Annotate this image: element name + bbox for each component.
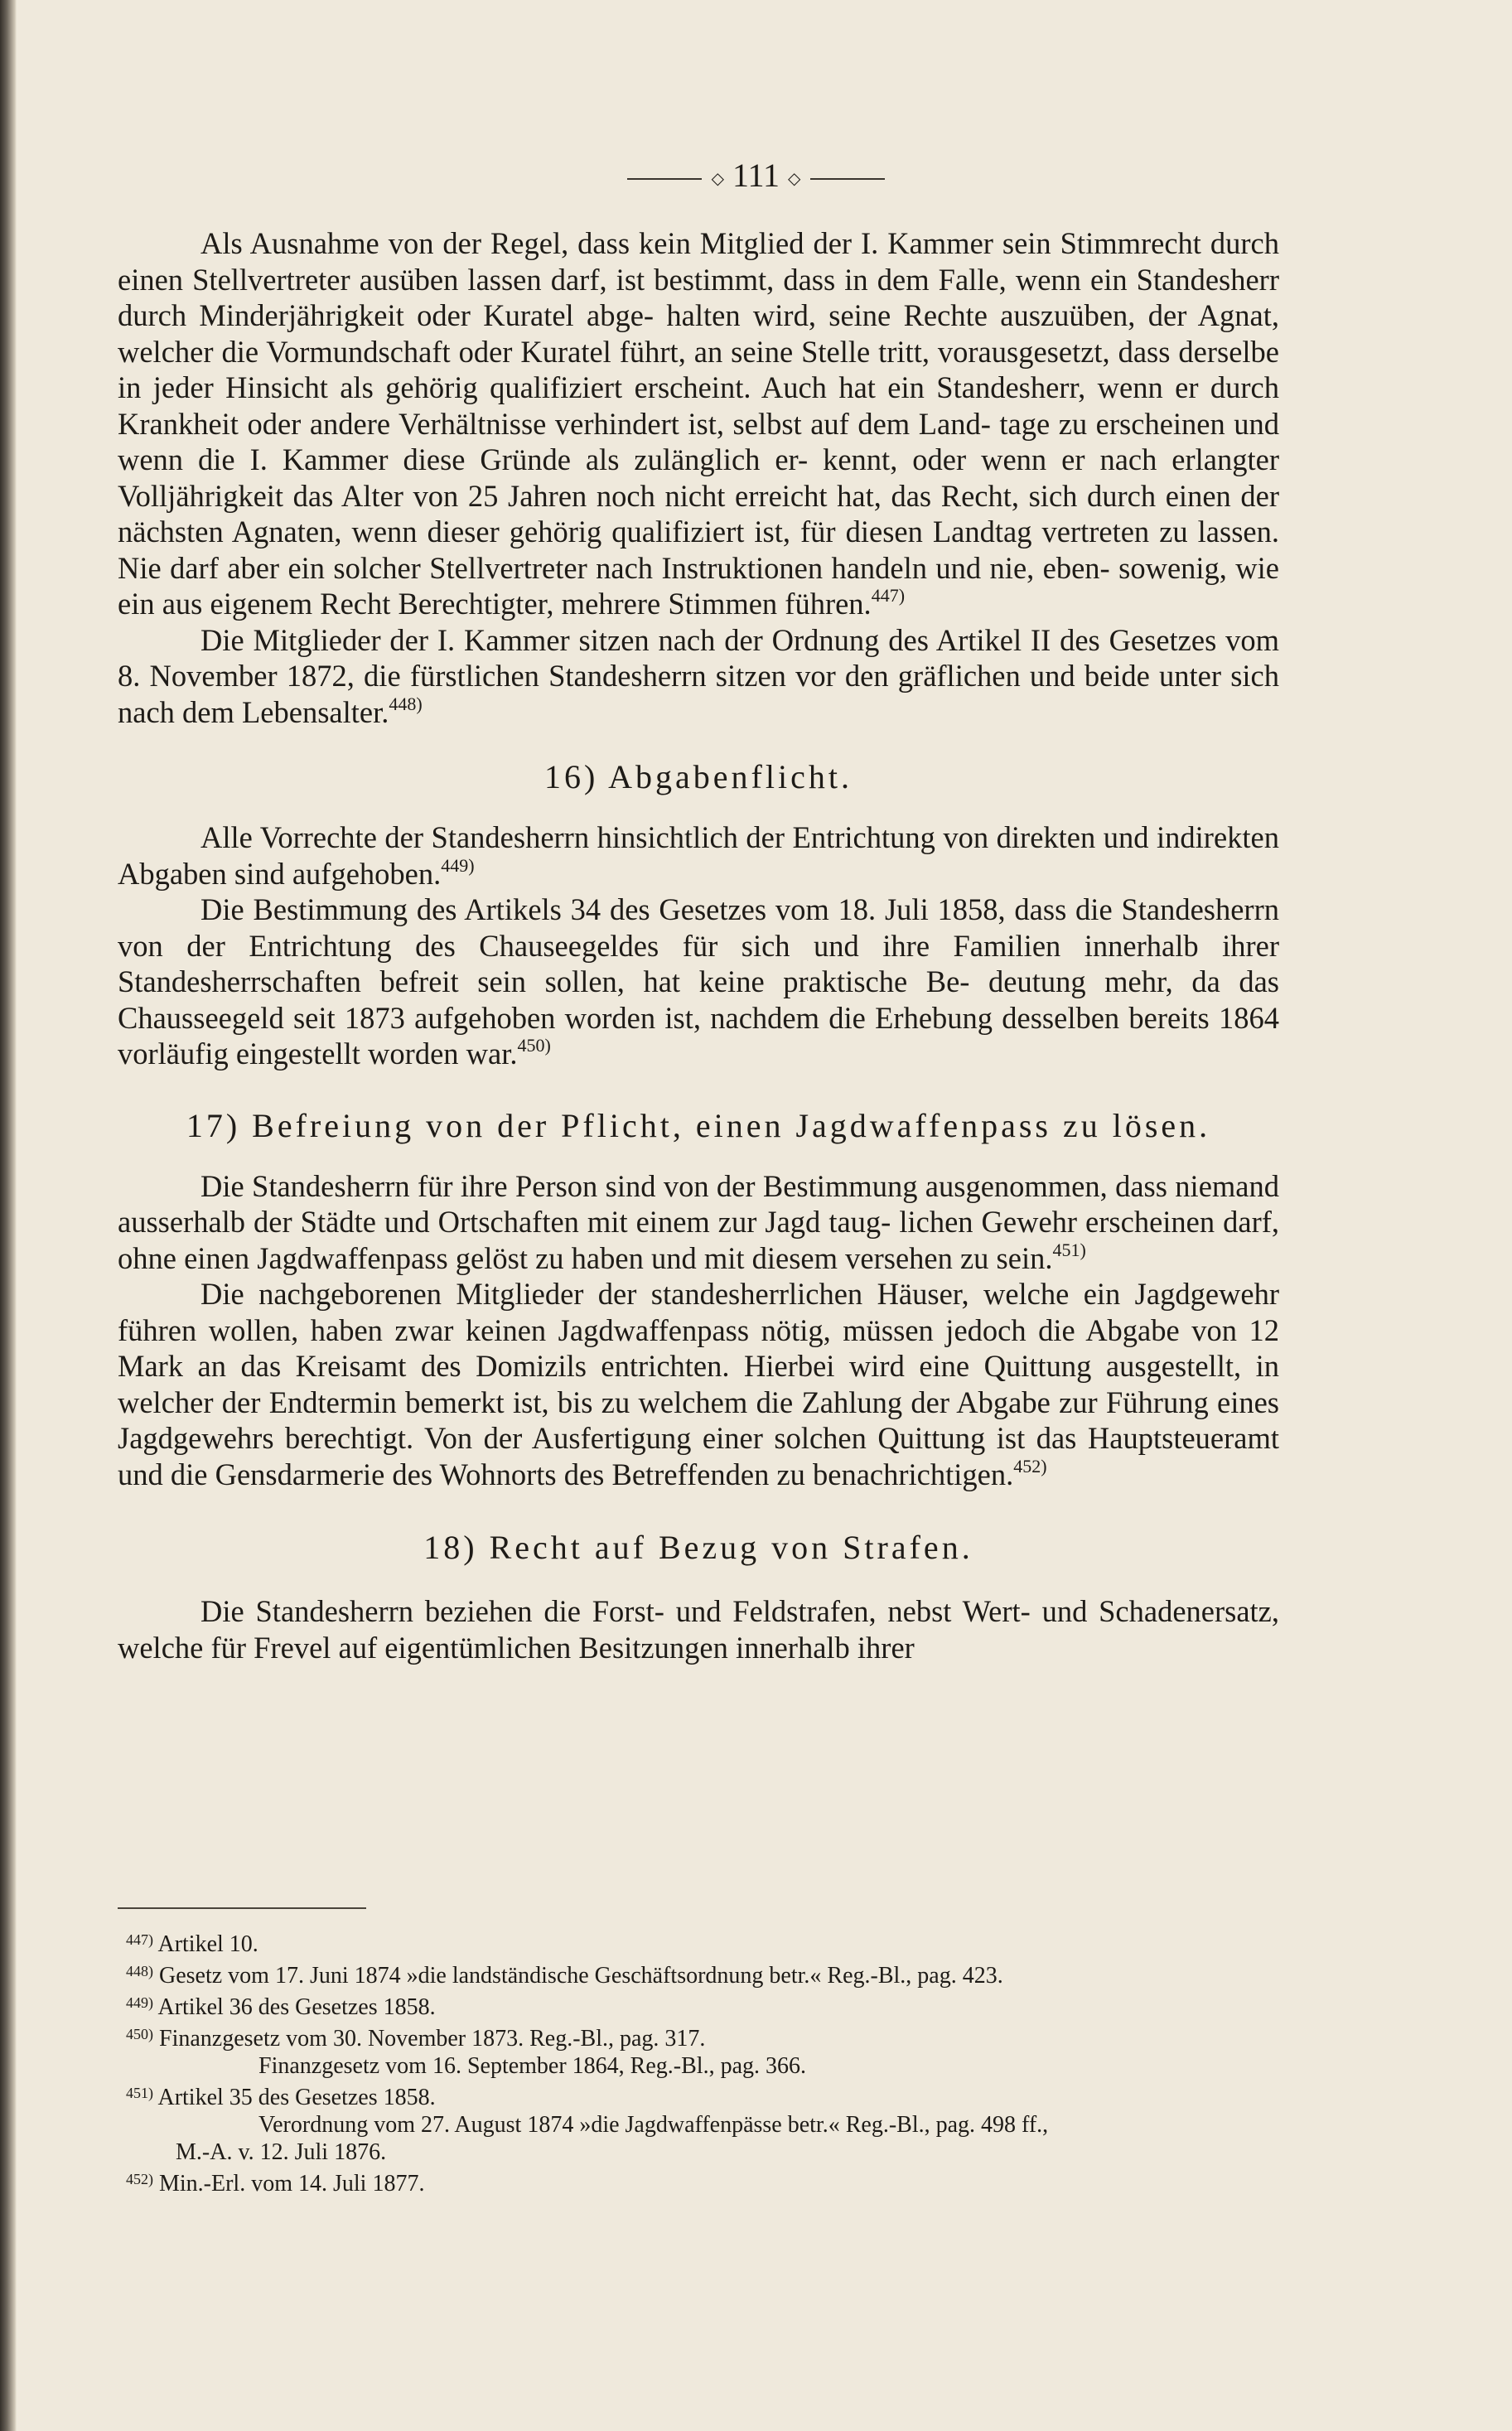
footnote-448: $^{448)}$ Gesetz vom 17. Juni 1874 »die landständische Geschäftsordnung betr.« Reg.-Bl., pag. 423.: [126, 1963, 1003, 1989]
diamond-ornament-icon: ◇: [788, 169, 801, 188]
paragraph-sitzordnung: Die Mitglieder der I. Kammer sitzen nach der Ordnung des Artikel II des Gesetzes vom 8. November 1872, die fürstlichen Standesherrn sitzen vor den gräflichen und beide unter sich nach dem Lebensalter.$^{448)}$: [118, 622, 1279, 729]
paragraph-stellvertreter: Als Ausnahme von der Regel, dass kein Mitglied der I. Kammer sein Stimmrecht durch einen Stellvertreter ausüben lassen darf, ist bestimmt, dass in dem Falle, wenn ein Standesherr durch Minderjährigkeit oder Kuratel abge- halten wird, seine Rechte auszuüben, der Agnat, welcher die Vormundschaft oder Kuratel führt, an seine Stelle tritt, vorausgesetzt, dass derselbe in jeder Hinsicht als gehörig qualifiziert erscheint. Auch hat ein Standesherr, wenn er durch Krankheit oder andere Verhältnisse verhindert ist, selbst auf dem Land- tage zu erscheinen und wenn die I. Kammer diese Gründe als zulänglich er- kennt, oder wenn er nach erlangter Volljährigkeit das Alter von 25 Jahren noch nicht erreicht hat, das Recht, sich durch einen der nächsten Agnaten, wenn dieser gehörig qualifiziert ist, für diesen Landtag vertreten zu lassen. Nie darf aber ein solcher Stellvertreter nach Instruktionen handeln und nie, eben- sowenig, wie ein aus eigenem Recht Berechtigter, mehrere Stimmen führen.$^{447)}$: [118, 226, 1280, 621]
footnote-452: $^{452)}$ Min.-Erl. vom 14. Juli 1877.: [126, 2171, 425, 2197]
section-heading-16: 16) Abgabenflicht.: [544, 758, 853, 795]
footnote-separator: [118, 1907, 366, 1909]
footnote-ref-449: 449): [441, 854, 475, 876]
section-heading-17: 17) Befreiung von der Pflicht, einen Jagdwaffenpass zu lösen.: [186, 1106, 1211, 1144]
footnote-ref-450: 450): [517, 1035, 551, 1056]
book-gutter: [0, 0, 17, 2431]
main-text: [118, 225, 1279, 1665]
paragraph-jagdwaffenpass: Die Standesherrn für ihre Person sind von der Bestimmung ausgenommen, dass niemand ausserhalb der Städte und Ortschaften mit einem zur Jagd taug- lichen Gewehr erscheinen darf, ohne einen Jagdwaffenpass gelöst zu haben und mit diesem versehen zu sein.$^{451)}$: [118, 1168, 1280, 1275]
paragraph-strafen: Die Standesherrn beziehen die Forst- und Feldstrafen, nebst Wert- und Schadenersatz, welche für Frevel auf eigentümlichen Besitzungen innerhalb ihrer: [118, 1594, 1279, 1665]
footnote-451-continued: Verordnung vom 27. August 1874 »die Jagdwaffenpässe betr.« Reg.-Bl., pag. 498 ff.,: [258, 2112, 1049, 2138]
footnote-ref-451: 451): [1052, 1239, 1086, 1260]
paragraph-abgaben: Alle Vorrechte der Standesherrn hinsichtlich der Entrichtung von direkten und indirekten Abgaben sind aufgehoben.$^{449)}$: [118, 820, 1279, 891]
footnote-450-continued: Finanzgesetz vom 16. September 1864, Reg.-Bl., pag. 366.: [258, 2053, 806, 2079]
footnote-450: $^{450)}$ Finanzgesetz vom 30. November 1873. Reg.-Bl., pag. 317.: [126, 2026, 706, 2052]
footnote-ref-448: 448): [389, 693, 423, 714]
footnotes: [126, 1926, 1279, 2197]
footnote-451: $^{451)}$ Artikel 35 des Gesetzes 1858.: [126, 2085, 436, 2110]
section-heading-18: 18) Recht auf Bezug von Strafen.: [423, 1529, 973, 1566]
header-rule-left: [627, 178, 702, 180]
page-number: 111: [732, 157, 780, 194]
page-header: [0, 151, 1512, 201]
footnote-449: $^{449)}$ Artikel 36 des Gesetzes 1858.: [126, 1994, 436, 2020]
footnote-ref-452: 452): [1013, 1455, 1047, 1476]
footnote-ref-447: 447): [871, 585, 906, 606]
paragraph-chauseegeld: Die Bestimmung des Artikels 34 des Gesetzes vom 18. Juli 1858, dass die Standesherrn von der Entrichtung des Chauseegeldes für sich und ihre Familien innerhalb ihrer Standesherrschaften befreit sein sollen, hat keine praktische Be- deutung mehr, da das Chausseegeld seit 1873 aufgehoben worden ist, nachdem die Erhebung desselben bereits 1864 vorläufig eingestellt worden war.$^{450)}$: [118, 892, 1280, 1071]
footnote-447: $^{447)}$ Artikel 10.: [126, 1931, 258, 1957]
header-rule-right: [810, 178, 885, 180]
diamond-ornament-icon: ◇: [711, 169, 724, 188]
footnote-451-continued-2: M.-A. v. 12. Juli 1876.: [176, 2139, 387, 2165]
paragraph-nachgeborene: Die nachgeborenen Mitglieder der standesherrlichen Häuser, welche ein Jagdgewehr führen wollen, haben zwar keinen Jagdwaffenpass nötig, müssen jedoch die Abgabe von 12 Mark an das Kreisamt des Domizils entrichten. Hierbei wird eine Quittung ausgestellt, in welcher der Endtermin bemerkt ist, bis zu welchem die Zahlung der Abgabe zur Führung eines Jagdgewehrs berechtigt. Von der Ausfertigung einer solchen Quittung ist das Hauptsteueramt und die Gensdarmerie des Wohnorts des Betreffenden zu benachrichtigen.$^{452)}$: [118, 1277, 1279, 1491]
